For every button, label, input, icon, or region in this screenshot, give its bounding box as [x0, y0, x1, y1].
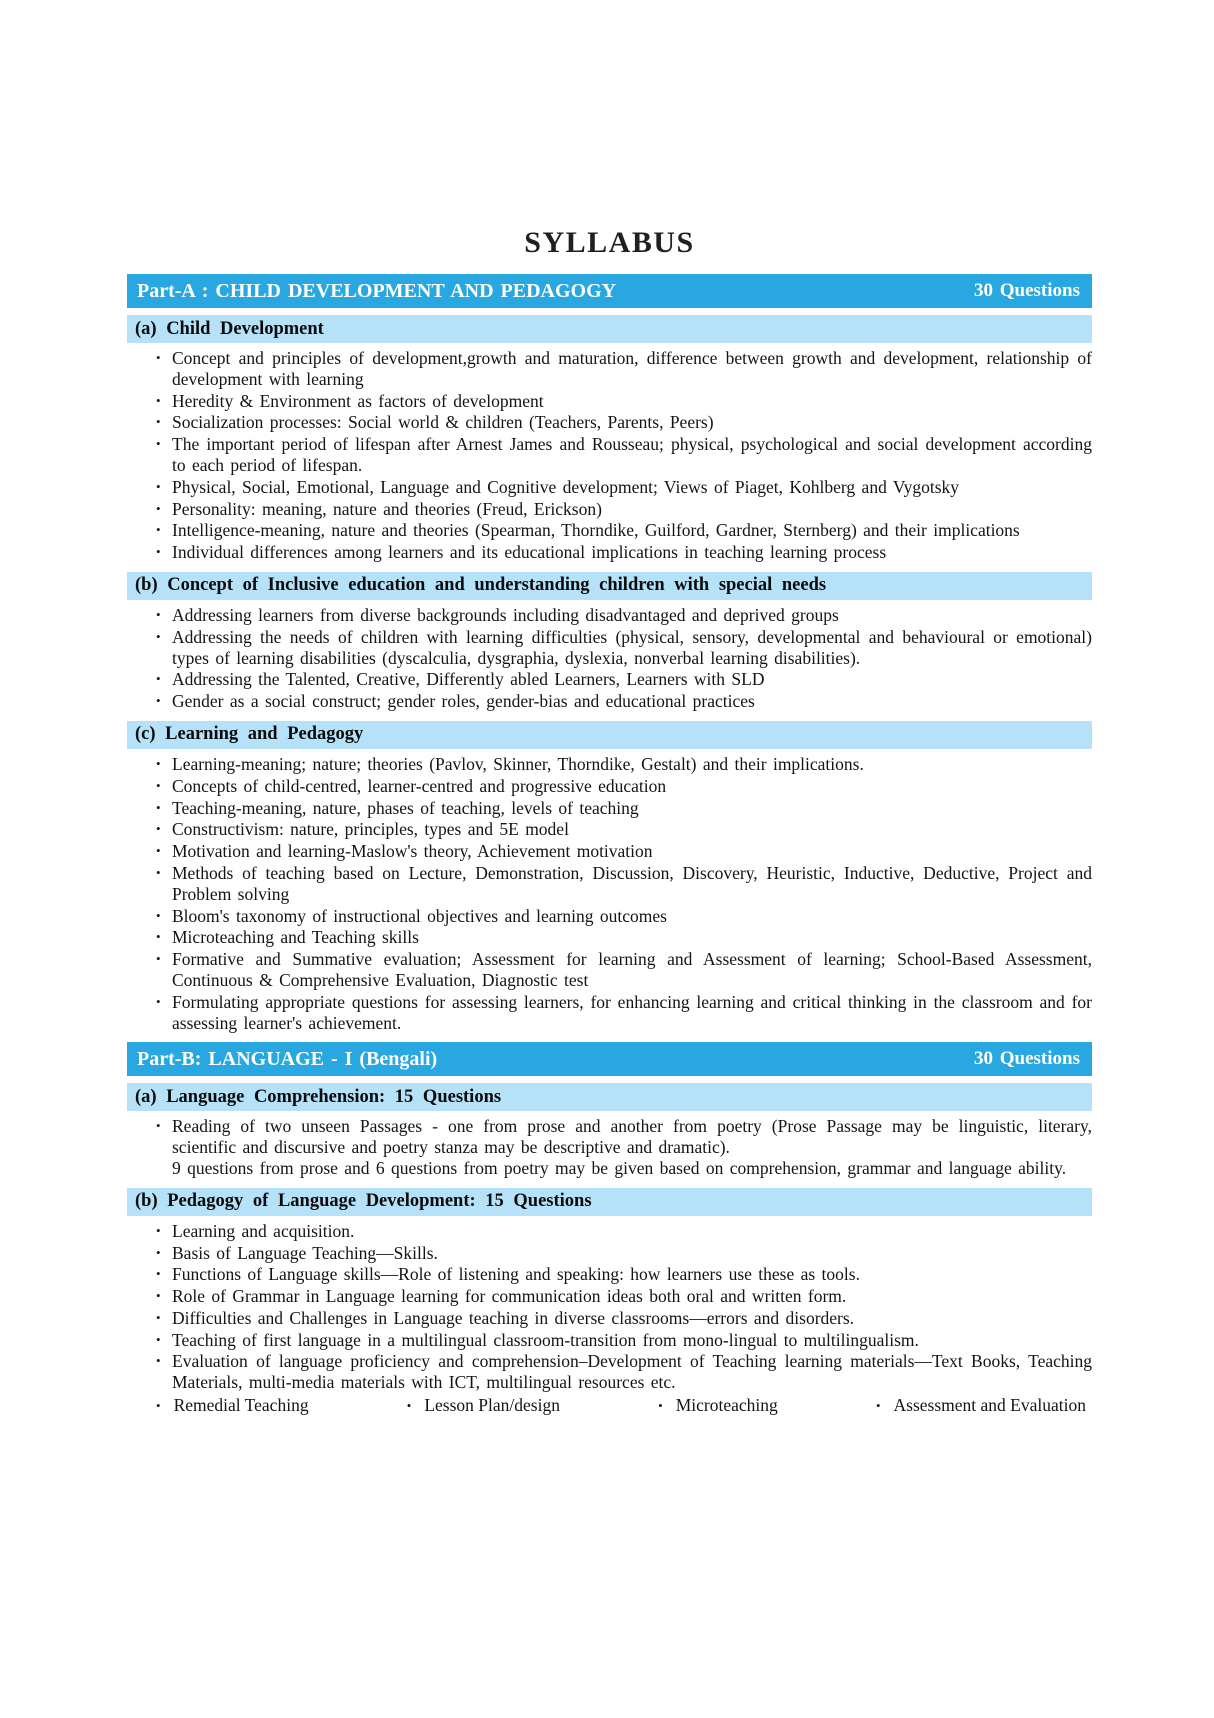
list-item: [127, 412, 1092, 433]
list-item: [127, 477, 1092, 498]
bullet-icon: •: [156, 414, 161, 430]
inline-bullet-label: Lesson Plan/design: [424, 1395, 560, 1416]
section-header: (c) Learning and Pedagogy: [127, 721, 1092, 749]
bullet-text: Learning and acquisition.: [172, 1220, 355, 1241]
bullet-icon: •: [156, 993, 161, 1009]
bullet-text: Intelligence-meaning, nature and theories (Spearman, Thorndike, Guilford, Gardner, Sternberg) and their implications: [172, 520, 1020, 541]
bullet-icon: •: [156, 671, 161, 687]
bullet-text: Formative and Summative evaluation; Assessment for learning and Assessment of learning; School-Based Assessment, Continuous & Comprehensive Evaluation, Diagnostic test: [172, 949, 1092, 990]
bullet-icon: •: [156, 777, 161, 793]
bullet-icon: •: [156, 606, 161, 622]
bullet-icon: •: [156, 929, 161, 945]
bullet-icon: •: [156, 544, 161, 560]
inline-bullet-row: [127, 1395, 1092, 1416]
list-item: [127, 906, 1092, 927]
bullet-icon: •: [156, 1353, 161, 1369]
list-item: [127, 819, 1092, 840]
list-item: [127, 949, 1092, 991]
bullet-icon: •: [156, 1309, 161, 1325]
bullet-icon: •: [156, 1118, 161, 1134]
list-item: [127, 1308, 1092, 1329]
bullet-text: Teaching-meaning, nature, phases of teaching, levels of teaching: [172, 797, 639, 818]
list-item: [127, 391, 1092, 412]
bullet-icon: •: [156, 907, 161, 923]
bullet-icon: •: [156, 350, 161, 365]
list-item: [127, 841, 1092, 862]
bullet-text: Gender as a social construct; gender roles, gender-bias and educational practices: [172, 691, 755, 712]
bullet-text: Bloom's taxonomy of instructional objectives and learning outcomes: [172, 905, 667, 926]
bullet-icon: •: [156, 522, 161, 538]
bullet-icon: •: [156, 1266, 161, 1282]
list-item: [127, 1286, 1092, 1307]
bullet-icon: •: [156, 1331, 161, 1347]
bullet-icon: •: [156, 755, 161, 771]
section-header: (a) Language Comprehension: 15 Questions: [127, 1083, 1092, 1111]
list-item: [127, 542, 1092, 563]
bullet-icon: •: [156, 436, 161, 452]
syllabus-content: [127, 274, 1092, 1416]
bullet-icon: •: [875, 1398, 881, 1414]
list-item: [127, 1243, 1092, 1264]
bullet-text: Personality: meaning, nature and theories (Freud, Erickson): [172, 498, 602, 519]
bullet-icon: •: [156, 500, 161, 516]
list-item: [127, 691, 1092, 712]
list-item: [127, 776, 1092, 797]
bullet-icon: •: [156, 628, 161, 644]
bullet-text: Learning-meaning; nature; theories (Pavlov, Skinner, Thorndike, Gestalt) and their implications.: [172, 753, 864, 774]
list-item: [127, 434, 1092, 476]
bullet-icon: •: [156, 392, 161, 408]
bullet-text: Concepts of child-centred, learner-centred and progressive education: [172, 775, 667, 796]
part-question-count: 30 Questions: [974, 1048, 1080, 1070]
bullet-text: Role of Grammar in Language learning for communication ideas both oral and written form.: [172, 1286, 847, 1307]
bullet-icon: •: [156, 1222, 161, 1238]
bullet-list: [127, 605, 1092, 712]
section-header: (b) Concept of Inclusive education and understanding children with special needs: [127, 572, 1092, 600]
list-item: [127, 520, 1092, 541]
list-item: [127, 1221, 1092, 1242]
part-header: [127, 274, 1092, 308]
bullet-text: Evaluation of language proficiency and comprehension–Development of Teaching learning materials—Text Books, Teaching Materials, multi-media materials with ICT, multilingual resources etc.: [172, 1351, 1092, 1393]
bullet-list: [127, 1221, 1092, 1416]
list-item: [127, 1264, 1092, 1285]
inline-bullet-item: [156, 1395, 309, 1416]
inline-bullet-item: [658, 1395, 778, 1416]
bullet-text: Basis of Language Teaching—Skills.: [172, 1242, 438, 1263]
inline-bullet-label: Assessment and Evaluation: [893, 1395, 1086, 1416]
bullet-icon: •: [156, 1288, 161, 1304]
bullet-text: Constructivism: nature, principles, types and 5E model: [172, 819, 569, 840]
bullet-icon: •: [156, 478, 161, 494]
bullet-text: Socialization processes: Social world & children (Teachers, Parents, Peers): [172, 412, 714, 433]
part-question-count: 30 Questions: [974, 280, 1080, 301]
page-title: SYLLABUS: [524, 226, 695, 259]
inline-bullet-item: [407, 1395, 560, 1416]
bullet-text: The important period of lifespan after Arnest James and Rousseau; physical, psychological and social development according to each period of lifespan.: [172, 434, 1092, 475]
list-item: [127, 1116, 1092, 1178]
bullet-text: Microteaching and Teaching skills: [172, 927, 419, 948]
part-header: [127, 1042, 1092, 1076]
bullet-list: [127, 754, 1092, 1033]
bullet-icon: •: [658, 1398, 663, 1414]
bullet-text: Methods of teaching based on Lecture, Demonstration, Discussion, Discovery, Heuristic, Inductive, Deductive, Project and Problem solving: [172, 862, 1092, 904]
bullet-list: [127, 348, 1092, 563]
section-header: (b) Pedagogy of Language Development: 15 Questions: [127, 1188, 1092, 1216]
bullet-text: Individual differences among learners and its educational implications in teaching learning process: [172, 542, 887, 563]
list-item: [127, 992, 1092, 1034]
list-item: [127, 627, 1092, 669]
part-title: Part-B: LANGUAGE - I (Bengali): [137, 1047, 438, 1070]
bullet-icon: •: [156, 864, 161, 880]
bullet-icon: •: [156, 843, 161, 859]
bullet-continuation-text: 9 questions from prose and 6 questions from poetry may be given based on comprehension, grammar and language ability.: [172, 1157, 1067, 1178]
list-item: [127, 1351, 1092, 1393]
bullet-text: Concept and principles of development,growth and maturation, difference between growth and development, relationship of development with learning: [172, 348, 1092, 389]
bullet-text: Teaching of first language in a multilingual classroom-transition from mono-lingual to multilingualism.: [172, 1329, 919, 1350]
bullet-text: Formulating appropriate questions for assessing learners, for enhancing learning and critical thinking in the classroom and for assessing learner's achievement.: [172, 991, 1092, 1033]
bullet-text: Functions of Language skills—Role of listening and speaking: how learners use these as tools.: [172, 1264, 860, 1285]
bullet-icon: •: [156, 693, 161, 709]
list-item: [127, 863, 1092, 905]
list-item: [127, 754, 1092, 775]
inline-bullet-item: [876, 1395, 1086, 1416]
bullet-text: Difficulties and Challenges in Language teaching in diverse classrooms—errors and disorders.: [172, 1307, 855, 1328]
bullet-text: Physical, Social, Emotional, Language and Cognitive development; Views of Piaget, Kohlberg and Vygotsky: [172, 476, 960, 497]
list-item: [127, 927, 1092, 948]
list-item: [127, 669, 1092, 690]
bullet-text: Reading of two unseen Passages - one from prose and another from poetry (Prose Passage may be linguistic, literary, scientific and discursive and poetry stanza may be descriptive and dramatic).: [172, 1116, 1092, 1158]
bullet-icon: •: [406, 1398, 412, 1414]
list-item: [127, 499, 1092, 520]
bullet-text: Addressing learners from diverse backgrounds including disadvantaged and deprived groups: [172, 604, 839, 625]
bullet-text: Addressing the needs of children with learning difficulties (physical, sensory, developmental and behavioural or emotional) types of learning disabilities (dyscalculia, dysgraphia, dyslexia, nonverbal learning disabilities).: [172, 626, 1092, 668]
bullet-list: [127, 1116, 1092, 1178]
bullet-icon: •: [156, 1244, 161, 1260]
bullet-icon: •: [156, 821, 161, 837]
bullet-icon: •: [156, 951, 161, 967]
list-item: [127, 605, 1092, 626]
list-item: [127, 348, 1092, 390]
bullet-text: Heredity & Environment as factors of development: [172, 390, 544, 411]
bullet-icon: •: [156, 799, 161, 815]
inline-bullet-label: Remedial Teaching: [173, 1395, 309, 1416]
part-title: Part-A : CHILD DEVELOPMENT AND PEDAGOGY: [137, 279, 617, 302]
list-item: [127, 798, 1092, 819]
bullet-text: Motivation and learning-Maslow's theory, Achievement motivation: [172, 841, 653, 862]
section-header: (a) Child Development: [127, 315, 1092, 343]
list-item: [127, 1330, 1092, 1351]
inline-bullet-label: Microteaching: [675, 1395, 778, 1416]
bullet-text: Addressing the Talented, Creative, Differently abled Learners, Learners with SLD: [172, 669, 765, 690]
bullet-icon: •: [156, 1398, 161, 1414]
